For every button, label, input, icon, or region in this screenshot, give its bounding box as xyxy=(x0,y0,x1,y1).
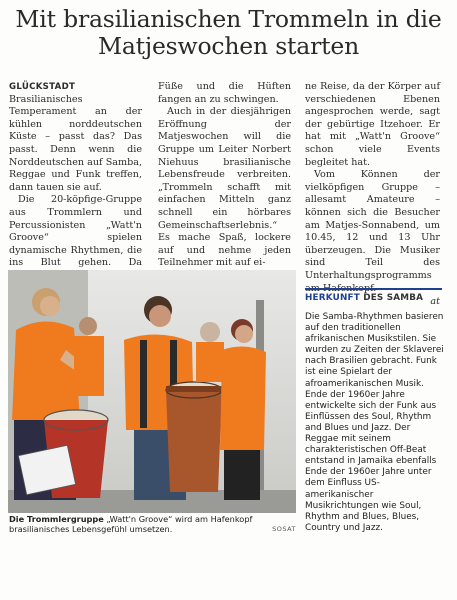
author-initials: at xyxy=(430,296,440,308)
infobox-title-rest: DES SAMBA xyxy=(359,293,424,303)
infobox-rule xyxy=(305,288,442,290)
article-paragraph xyxy=(9,81,142,194)
article-paragraph: Füße und die Hüften fangen an zu schwingen. xyxy=(158,81,291,105)
infobox-title xyxy=(305,293,445,303)
article-photo xyxy=(8,270,296,513)
paragraph-text: Brasilianisches Temperament an der kühlen norddeutschen Küste – passt das? Das passt. Denn wenn die Norddeutschen auf Samba, Reggae und Funk treffen, dann tauen sie auf. xyxy=(9,93,142,193)
caption-lead: Die Trommlergruppe xyxy=(9,514,104,524)
article-paragraph: Vom Können der vielköpfigen Gruppe – allesamt Amateure – können sich die Besucher am Matjes-Sonnabend, um 10.45, 12 und 13 Uhr überzeugen. Die Musiker sind Teil des Unterhaltungsprogramms xyxy=(305,169,440,281)
article-paragraph: Die 20-köpfige-Gruppe aus Trommlern und Percussionisten „Watt'n Groove“ spielen dynamische Rhythmen, die ins Blut gehen. Da xyxy=(9,194,142,269)
caption-text: „Watt'n Groove“ wird am Hafenkopf brasilianisches Lebensgefühl umsetzen. xyxy=(9,514,253,535)
article-headline: Mit brasilianischen Trommeln in die Matjeswochen starten xyxy=(15,5,442,60)
article-paragraph: ne Reise, da der Körper auf verschiedenen Ebenen angesprochen werde, sagt der gebürtige Itzehoer. Er hat mit „Watt'n Groove“ schon viele Events begleitet hat. xyxy=(305,81,440,168)
infobox-title-keyword: HERKUNFT xyxy=(305,293,360,303)
article-paragraph: Auch in der diesjährigen Eröffnung der Matjeswochen will die Gruppe um Leiter Norbert Niehuus brasilianische Lebensfreude verbreiten. „Trommeln schafft mit einfachen Mitteln ganz schnell ein hörbares Gemeinschaftserlebnis.“ Es mache Spaß, lockere auf und nehme jeden Teilnehmer mit auf ei- xyxy=(158,106,291,269)
photo-caption xyxy=(9,514,296,535)
article-column-1 xyxy=(9,81,142,295)
article-column-3 xyxy=(305,81,440,309)
drum-center xyxy=(166,382,222,492)
drummers-photo-illustration xyxy=(8,270,296,513)
article-column-2 xyxy=(158,81,291,270)
infobox-text: Die Samba-Rhythmen basieren auf den traditionellen afrikanischen Musikstilen. Sie wurden zu Zeiten der Sklaverei nach Brasilien gebracht. Funk ist eine Spielart der afroamerikanischen Musik. Ende der 1960er Jahre entwickelte sich der Funk aus Einflüssen des Soul, Rhythm and Blues und Jazz. Der Reggae mit seinem charakteristischen Off-Beat entstand in Jamaika ebenfalls Ende der 1960er Jahre unter dem Einfluss US-amerikanischer Musikrichtungen wie Soul, Rhythm and Blues, Blues, Country und Jazz. xyxy=(305,312,444,533)
dateline: GLÜCKSTADT xyxy=(9,82,76,92)
photo-credit: SOSAT xyxy=(272,525,296,533)
drummer-bald-man xyxy=(196,322,224,382)
